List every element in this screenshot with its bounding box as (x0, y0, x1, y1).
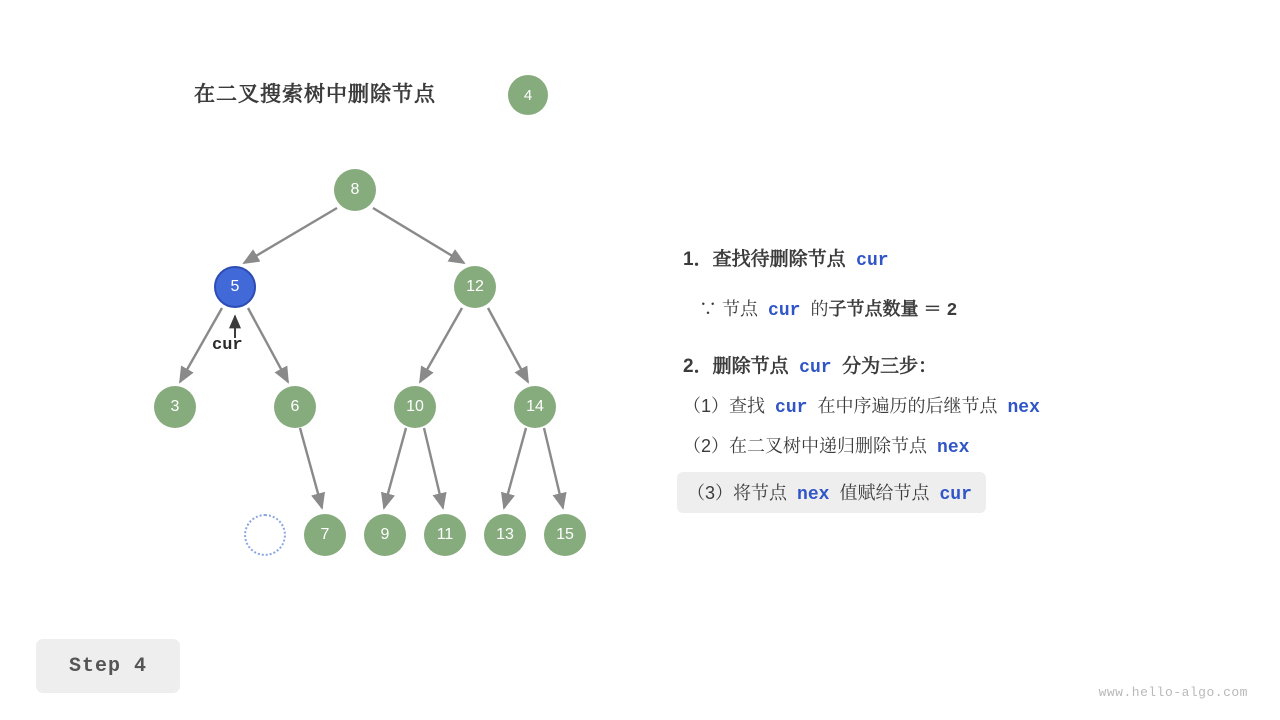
reason-line (683, 295, 1243, 321)
substep1-text-a: 查找 (729, 396, 766, 416)
substep2-code-nex: nex (937, 438, 970, 458)
substep3-text-a: 将节点 (733, 483, 788, 503)
tree-node-7[interactable]: 7 (304, 514, 346, 556)
substep1-line (683, 392, 1243, 418)
tree-node-11[interactable]: 11 (424, 514, 466, 556)
tree-node-10[interactable]: 10 (394, 386, 436, 428)
reason-value: 2 (946, 301, 958, 321)
tree-node-14[interactable]: 14 (514, 386, 556, 428)
tree-node-9[interactable]: 9 (364, 514, 406, 556)
substep3-line-highlighted (677, 472, 986, 513)
step1-code-cur: cur (856, 251, 889, 271)
tree-node-3[interactable]: 3 (154, 386, 196, 428)
tree-node-13[interactable]: 13 (484, 514, 526, 556)
reason-bold-text: 子节点数量 (828, 299, 919, 319)
title-step-badge: 4 (508, 75, 548, 115)
step1-line (683, 244, 1243, 271)
substep2-text: 在二叉树中递归删除节点 (729, 436, 928, 456)
reason-text-a: 节点 (722, 299, 759, 319)
substep3-code-cur: cur (939, 485, 972, 505)
substep1-number: （1） (683, 396, 730, 416)
cur-pointer-label: cur (212, 336, 243, 355)
step2-text-a: 删除节点 (712, 356, 789, 377)
tree-node-placeholder (244, 514, 286, 556)
substep3-row (683, 472, 1243, 513)
substep3-text-b: 值赋给节点 (839, 483, 930, 503)
step2-line (683, 351, 1243, 378)
step2-prefix: 2． (683, 356, 713, 377)
substep3-code-nex: nex (797, 485, 830, 505)
explanation-panel (683, 244, 1243, 513)
substep2-number: （2） (683, 436, 730, 456)
tree-node-15[interactable]: 15 (544, 514, 586, 556)
page-title: 在二叉搜索树中删除节点 (194, 83, 436, 106)
step1-text: 查找待删除节点 (712, 249, 846, 270)
tree-node-6[interactable]: 6 (274, 386, 316, 428)
step1-prefix: 1． (683, 249, 713, 270)
step-badge: Step 4 (36, 639, 180, 693)
substep2-line (683, 432, 1243, 458)
substep1-code-nex: nex (1007, 398, 1040, 418)
reason-equals: ＝ (923, 301, 942, 321)
tree-node-8[interactable]: 8 (334, 169, 376, 211)
reason-code-cur: cur (768, 301, 801, 321)
step2-text-b: 分为三步： (842, 356, 938, 377)
reason-symbol: ∵ (699, 299, 717, 319)
tree-node-5-current[interactable]: 5 (214, 266, 256, 308)
substep1-text-b: 在中序遍历的后继节点 (817, 396, 998, 416)
watermark: www.hello-algo.com (1098, 685, 1248, 700)
substep3-number: （3） (687, 483, 734, 503)
step2-code-cur: cur (799, 358, 832, 378)
tree-node-12[interactable]: 12 (454, 266, 496, 308)
substep1-code-cur: cur (775, 398, 808, 418)
reason-text-b: 的 (810, 299, 829, 319)
